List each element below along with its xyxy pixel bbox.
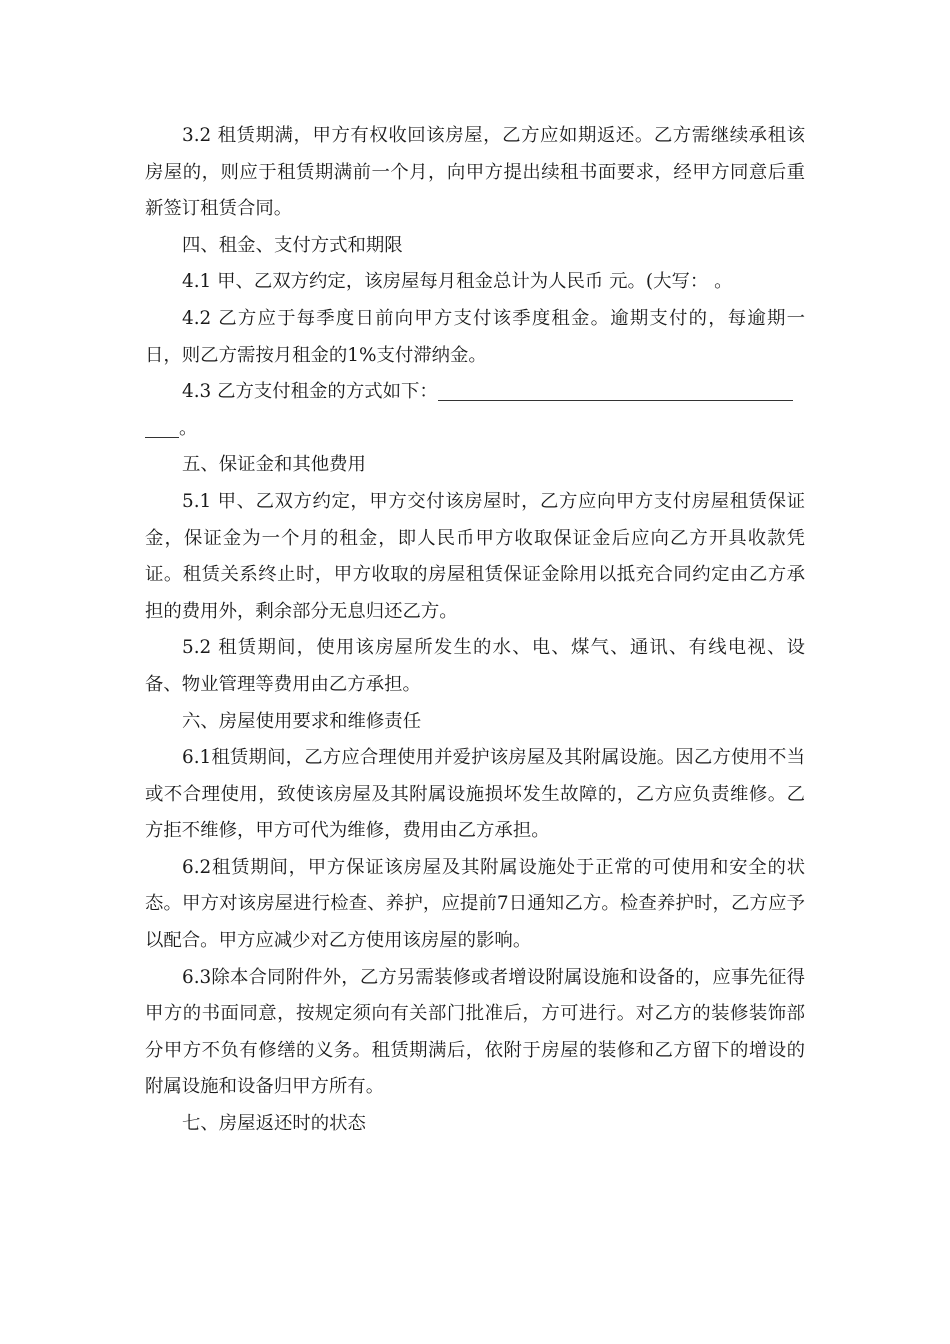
clause-4-1: 4.1 甲、乙双方约定，该房屋每月租金总计为人民币 元。(大写： 。 [182,271,733,293]
clause-5-2: 5.2 租赁期间，使用该房屋所发生的水、电、煤气、通讯、有线电视、设备、物业管理等费用由乙方承担。 [145,637,805,695]
clause-4-3-end: 。 [179,417,198,439]
clause-6-2: 6.2租赁期间，甲方保证该房屋及其附属设施处于正常的可使用和安全的状态。甲方对该房屋进行检查、养护，应提前7日通知乙方。检查养护时，乙方应予以配合。甲方应减少对乙方使用该房屋的影响。 [145,856,805,952]
section-heading-4: 四、租金、支付方式和期限 [182,234,403,256]
section-heading-7: 七、房屋返还时的状态 [182,1113,366,1135]
section-heading-5: 五、保证金和其他费用 [182,454,366,476]
clause-3-2: 3.2 租赁期满，甲方有权收回该房屋，乙方应如期返还。乙方需继续承租该房屋的，则应于租赁期满前一个月，向甲方提出续租书面要求，经甲方同意后重新签订租赁合同。 [145,125,805,220]
blank-fill-line [438,378,793,401]
clause-5-1: 5.1 甲、乙双方约定，甲方交付该房屋时，乙方应向甲方支付房屋租赁保证金，保证金为一个月的租金，即人民币甲方收取保证金后应向乙方开具收款凭证。租赁关系终止时，甲方收取的房屋租赁保证金除用以抵充合同约定由乙方承担的费用外，剩余部分无息归还乙方。 [145,490,805,622]
clause-4-3-continuation [145,411,805,448]
clause-4-2: 4.2 乙方应于每季度日前向甲方支付该季度租金。逾期支付的，每逾期一日，则乙方需按月租金的1%支付滞纳金。 [145,307,805,366]
clause-6-1: 6.1租赁期间，乙方应合理使用并爱护该房屋及其附属设施。因乙方使用不当或不合理使用，致使该房屋及其附属设施损坏发生故障的，乙方应负责维修。乙方拒不维修，甲方可代为维修，费用由乙方承担。 [145,747,805,842]
section-heading-6: 六、房屋使用要求和维修责任 [182,710,422,732]
clause-4-3 [145,374,805,411]
clause-6-3: 6.3除本合同附件外，乙方另需装修或者增设附属设施和设备的，应事先征得甲方的书面同意，按规定须向有关部门批准后，方可进行。对乙方的装修装饰部分甲方不负有修缮的义务。租赁期满后，依附于房屋的装修和乙方留下的增设的附属设施和设备归甲方所有。 [145,966,805,1098]
document-body [145,118,805,1143]
blank-fill-line-short [145,415,179,438]
clause-4-3-text: 4.3 乙方支付租金的方式如下： [182,381,438,403]
